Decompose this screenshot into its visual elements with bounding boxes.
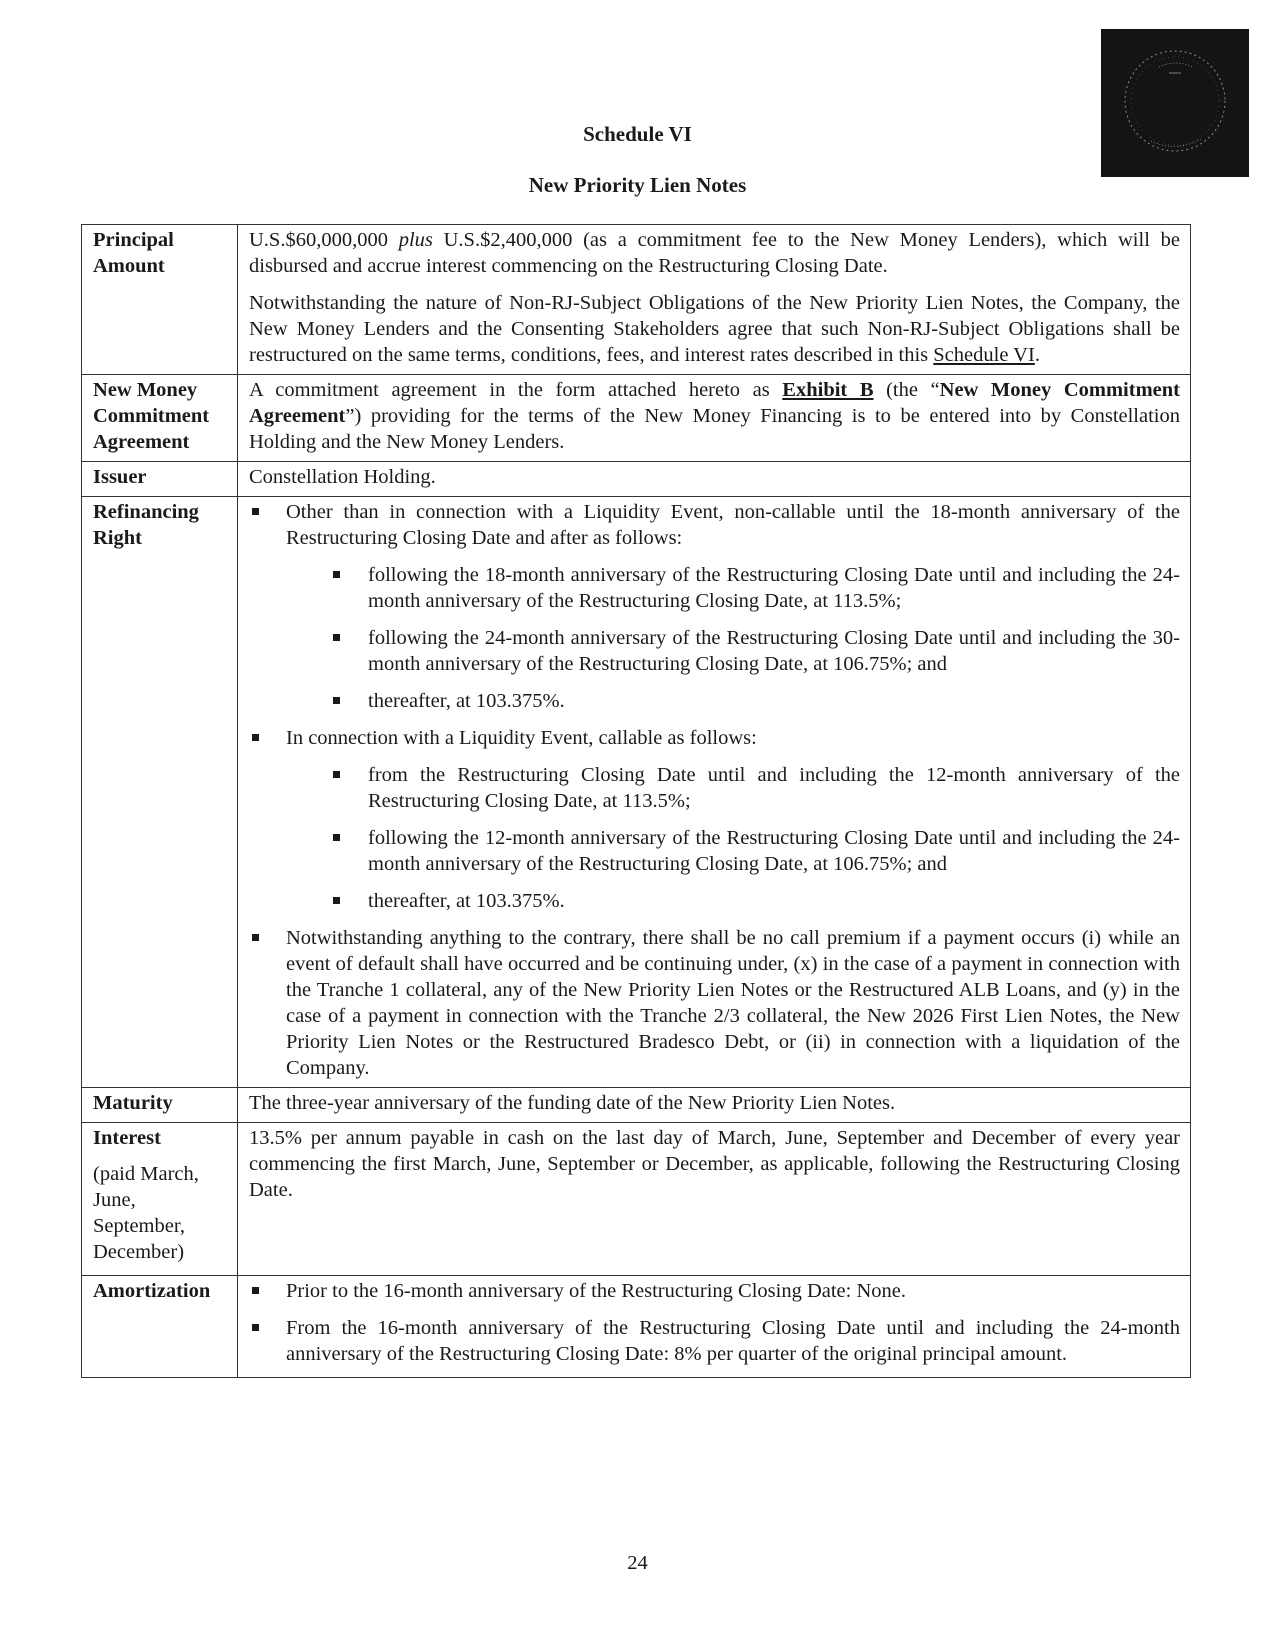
square-bullet-icon xyxy=(333,771,340,778)
square-bullet-icon xyxy=(252,734,259,741)
sub-item-text: from the Restructuring Closing Date until and including the 12-month anniversary of the Restructuring Closing Date, at 113.5%; xyxy=(368,764,1180,812)
row-label-issuer: Issuer xyxy=(82,462,238,497)
square-bullet-icon xyxy=(333,897,340,904)
sub-item-text: following the 24-month anniversary of the Restructuring Closing Date until and including the 30-month anniversary of the Restructuring Closing Date, at 106.75%; and xyxy=(368,627,1180,675)
amortization-bullet-list xyxy=(249,1278,1180,1367)
list-item xyxy=(249,1315,1180,1367)
table-row-refinancing-right xyxy=(82,497,1191,1088)
table-row-commitment-agreement xyxy=(82,375,1191,462)
row-label-principal-amount: Principal Amount xyxy=(82,225,238,375)
refinancing-bullet-list xyxy=(249,499,1180,1081)
row-content-commitment-agreement xyxy=(238,375,1191,462)
square-bullet-icon xyxy=(252,1287,259,1294)
period-text: . xyxy=(1034,344,1040,366)
row-content-issuer: Constellation Holding. xyxy=(238,462,1191,497)
list-item xyxy=(249,925,1180,1081)
interest-payment-months: (paid March, June, September, December) xyxy=(93,1163,199,1263)
non-callable-sub-list xyxy=(286,562,1180,714)
row-label-interest xyxy=(82,1123,238,1276)
liquidity-event-sub-list xyxy=(286,762,1180,914)
notes-title: New Priority Lien Notes xyxy=(528,173,747,197)
row-content-refinancing-right xyxy=(238,497,1191,1088)
table-row-interest xyxy=(82,1123,1191,1276)
sub-item-text: thereafter, at 103.375%. xyxy=(368,690,565,712)
amortization-item-text: Prior to the 16-month anniversary of the Restructuring Closing Date: None. xyxy=(286,1280,907,1302)
list-item xyxy=(249,1278,1180,1304)
plus-word: plus xyxy=(398,229,433,251)
square-bullet-icon xyxy=(333,571,340,578)
table-row-maturity xyxy=(82,1088,1191,1123)
commitment-text-start: A commitment agreement in the form attached hereto as xyxy=(249,379,783,401)
principal-amount-text: U.S.$60,000,000 xyxy=(249,229,399,251)
seal-stamp-icon xyxy=(1101,29,1249,177)
row-content-interest: 13.5% per annum payable in cash on the last day of March, June, September and December of every year commencing the first March, June, September or December, as applicable, following the Restructuring Closing Date. xyxy=(238,1123,1191,1276)
square-bullet-icon xyxy=(252,1324,259,1331)
list-item xyxy=(249,499,1180,714)
amortization-item-text: From the 16-month anniversary of the Restructuring Closing Date until and including the 24-month anniversary of the Restructuring Closing Date: 8% per quarter of the original principal amount. xyxy=(286,1317,1180,1365)
row-content-maturity: The three-year anniversary of the funding date of the New Priority Lien Notes. xyxy=(238,1088,1191,1123)
term-sheet-table xyxy=(81,224,1191,1378)
schedule-title: Schedule VI xyxy=(583,122,692,146)
non-callable-text: Other than in connection with a Liquidity Event, non-callable until the 18-month anniversary of the Restructuring Closing Date and after as follows: xyxy=(286,501,1180,549)
page-number: 24 xyxy=(627,1552,648,1574)
principal-paragraph-1 xyxy=(249,227,1180,279)
sub-item-text: thereafter, at 103.375%. xyxy=(368,890,565,912)
square-bullet-icon xyxy=(252,934,259,941)
list-item xyxy=(286,688,1180,714)
non-rj-obligations-text: Notwithstanding the nature of Non-RJ-Subject Obligations of the New Priority Lien Notes, the Company, the New Money Lenders and the Consenting Stakeholders agree that such Non-RJ-Subject Obligations shall be restructured on the same terms, conditions, fees, and interest rates described in this xyxy=(249,292,1180,366)
defined-term: New Money Commitment Agreement xyxy=(249,379,1180,427)
seal-stamp-graphic xyxy=(1101,29,1249,177)
table-row-issuer xyxy=(82,462,1191,497)
sub-item-text: following the 18-month anniversary of the Restructuring Closing Date until and including the 24-month anniversary of the Restructuring Closing Date, at 113.5%; xyxy=(368,564,1180,612)
row-content-amortization xyxy=(238,1276,1191,1378)
square-bullet-icon xyxy=(333,697,340,704)
interest-label: Interest xyxy=(93,1127,161,1149)
list-item xyxy=(286,762,1180,814)
row-label-commitment-agreement: New Money Commitment Agreement xyxy=(82,375,238,462)
square-bullet-icon xyxy=(252,508,259,515)
row-label-refinancing-right: Refinancing Right xyxy=(82,497,238,1088)
no-call-premium-text: Notwithstanding anything to the contrary, there shall be no call premium if a payment occurs (i) while an event of default shall have occurred and be continuing under, (x) in the case of a payment in connection with the Tranche 1 collateral, any of the New Priority Lien Notes or the Restructured ALB Loans, and (y) in the case of a payment in connection with the Tranche 2/3 collateral, the New 2026 First Lien Notes, the New Priority Lien Notes or the Restructured Bradesco Debt, or (ii) in connection with a liquidation of the Company. xyxy=(286,927,1180,1079)
list-item xyxy=(286,562,1180,614)
liquidity-event-text: In connection with a Liquidity Event, callable as follows: xyxy=(286,727,757,749)
commitment-text-open-quote: (the “ xyxy=(873,379,940,401)
list-item xyxy=(286,825,1180,877)
row-label-amortization: Amortization xyxy=(82,1276,238,1378)
list-item xyxy=(286,888,1180,914)
exhibit-b-reference: Exhibit B xyxy=(782,379,874,401)
list-item xyxy=(249,725,1180,914)
square-bullet-icon xyxy=(333,634,340,641)
list-item xyxy=(286,625,1180,677)
row-content-principal-amount xyxy=(238,225,1191,375)
sub-item-text: following the 12-month anniversary of the Restructuring Closing Date until and including the 24-month anniversary of the Restructuring Closing Date, at 106.75%; and xyxy=(368,827,1180,875)
commitment-text-end: ”) providing for the terms of the New Money Financing is to be entered into by Constellation Holding and the New Money Lenders. xyxy=(249,405,1180,453)
square-bullet-icon xyxy=(333,834,340,841)
table-row-principal-amount xyxy=(82,225,1191,375)
table-row-amortization xyxy=(82,1276,1191,1378)
row-label-maturity: Maturity xyxy=(82,1088,238,1123)
commitment-fee-text: U.S.$2,400,000 (as a commitment fee to the New Money Lenders), which will be disbursed and accrue interest commencing on the Restructuring Closing Date. xyxy=(249,229,1180,277)
principal-paragraph-2 xyxy=(249,290,1180,368)
schedule-vi-reference: Schedule VI xyxy=(933,344,1035,366)
